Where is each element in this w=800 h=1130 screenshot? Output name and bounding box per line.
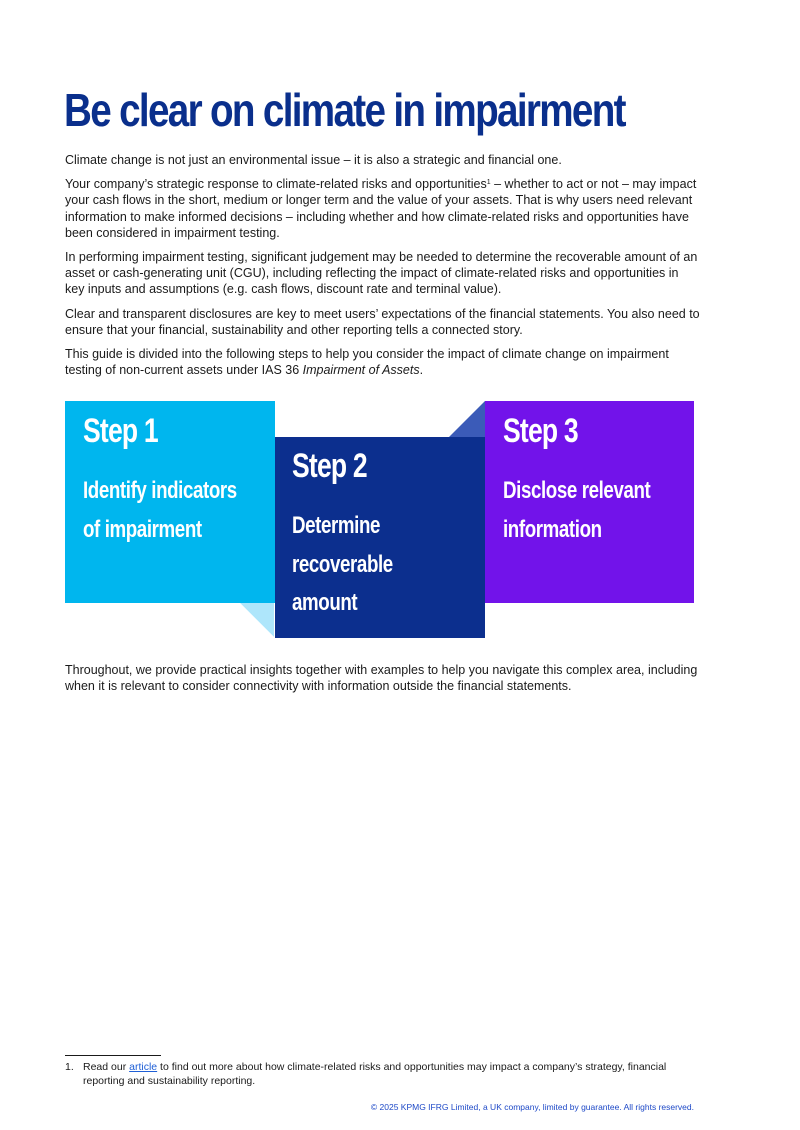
paragraph-2-part-b: – whether to act or not – may impact your cash flows in the short, medium or longer term and the value of your assets. That is why users need relevant information to make informed decisions – including whether and how climate-related risks and opportunities have been considered in impairment testing. xyxy=(65,177,697,240)
paragraph-5 xyxy=(65,346,701,378)
article-link[interactable]: article xyxy=(129,1061,158,1073)
step-3-line-2: information xyxy=(503,515,602,543)
step-2-line-2: recoverable xyxy=(292,550,393,578)
paragraph-2 xyxy=(65,176,701,241)
step-1-heading: Step 1 xyxy=(83,412,158,450)
footnote-text xyxy=(83,1061,705,1088)
footnote-text-after-link: to find out more about how climate-related risks and opportunities may impact a company’s strategy, financial reporting and sustainability reporting. xyxy=(83,1061,667,1087)
copyright-notice: © 2025 KPMG IFRG Limited, a UK company, limited by guarantee. All rights reserved. xyxy=(370,1102,694,1112)
step-2-description xyxy=(292,507,393,623)
step-1-line-2: of impairment xyxy=(83,515,202,543)
paragraph-5-part-b: . xyxy=(419,363,424,378)
closing-paragraph: Throughout, we provide practical insights together with examples to help you navigate this complex area, including when it is relevant to consider connectivity with information outside the financial statements. xyxy=(65,663,698,694)
step-1-fold-cut xyxy=(240,603,274,637)
step-1-box xyxy=(65,401,275,603)
step-3-box xyxy=(485,401,694,603)
intro-body xyxy=(65,152,701,386)
step-3-description xyxy=(503,472,650,549)
step-2-heading: Step 2 xyxy=(292,447,367,485)
step-2-line-1: Determine xyxy=(292,512,381,539)
footnote-ref[interactable]: 1 xyxy=(486,179,491,187)
step-3-line-1: Disclose relevant xyxy=(503,477,651,504)
step-2-line-3: amount xyxy=(292,589,358,616)
step-1-line-1: Identify indicators xyxy=(83,477,237,504)
standard-title: Impairment of Assets xyxy=(302,363,420,378)
footnote xyxy=(65,1061,705,1088)
step-3-fold-shadow xyxy=(449,401,485,437)
paragraph-1: Climate change is not just an environmental issue – it is also a strategic and financial one. xyxy=(65,153,562,167)
page-title: Be clear on climate in impairment xyxy=(64,84,625,136)
step-3-heading: Step 3 xyxy=(503,412,578,450)
step-1-description xyxy=(83,472,237,549)
footnote-text-before-link: Read our xyxy=(83,1061,130,1073)
footnote-divider xyxy=(65,1055,161,1056)
paragraph-2-part-a: Your company’s strategic response to climate-related risks and opportunities xyxy=(65,177,487,192)
paragraph-4: Clear and transparent disclosures are key to meet users’ expectations of the financial statements. You also need to ensure that your financial, sustainability and other reporting tells a connected story. xyxy=(65,306,700,337)
step-2-box xyxy=(275,437,485,638)
footnote-number: 1. xyxy=(65,1061,74,1073)
paragraph-5-part-a: This guide is divided into the following steps to help you consider the impact of climate change on impairment testing of non-current assets under IAS 36 xyxy=(65,347,669,378)
paragraph-3: In performing impairment testing, significant judgement may be needed to determine the recoverable amount of an asset or cash-generating unit (CGU), including reflecting the impact of climate-related risks and opportunities in key inputs and assumptions (e.g. cash flows, discount rate and terminal value). xyxy=(65,250,698,297)
